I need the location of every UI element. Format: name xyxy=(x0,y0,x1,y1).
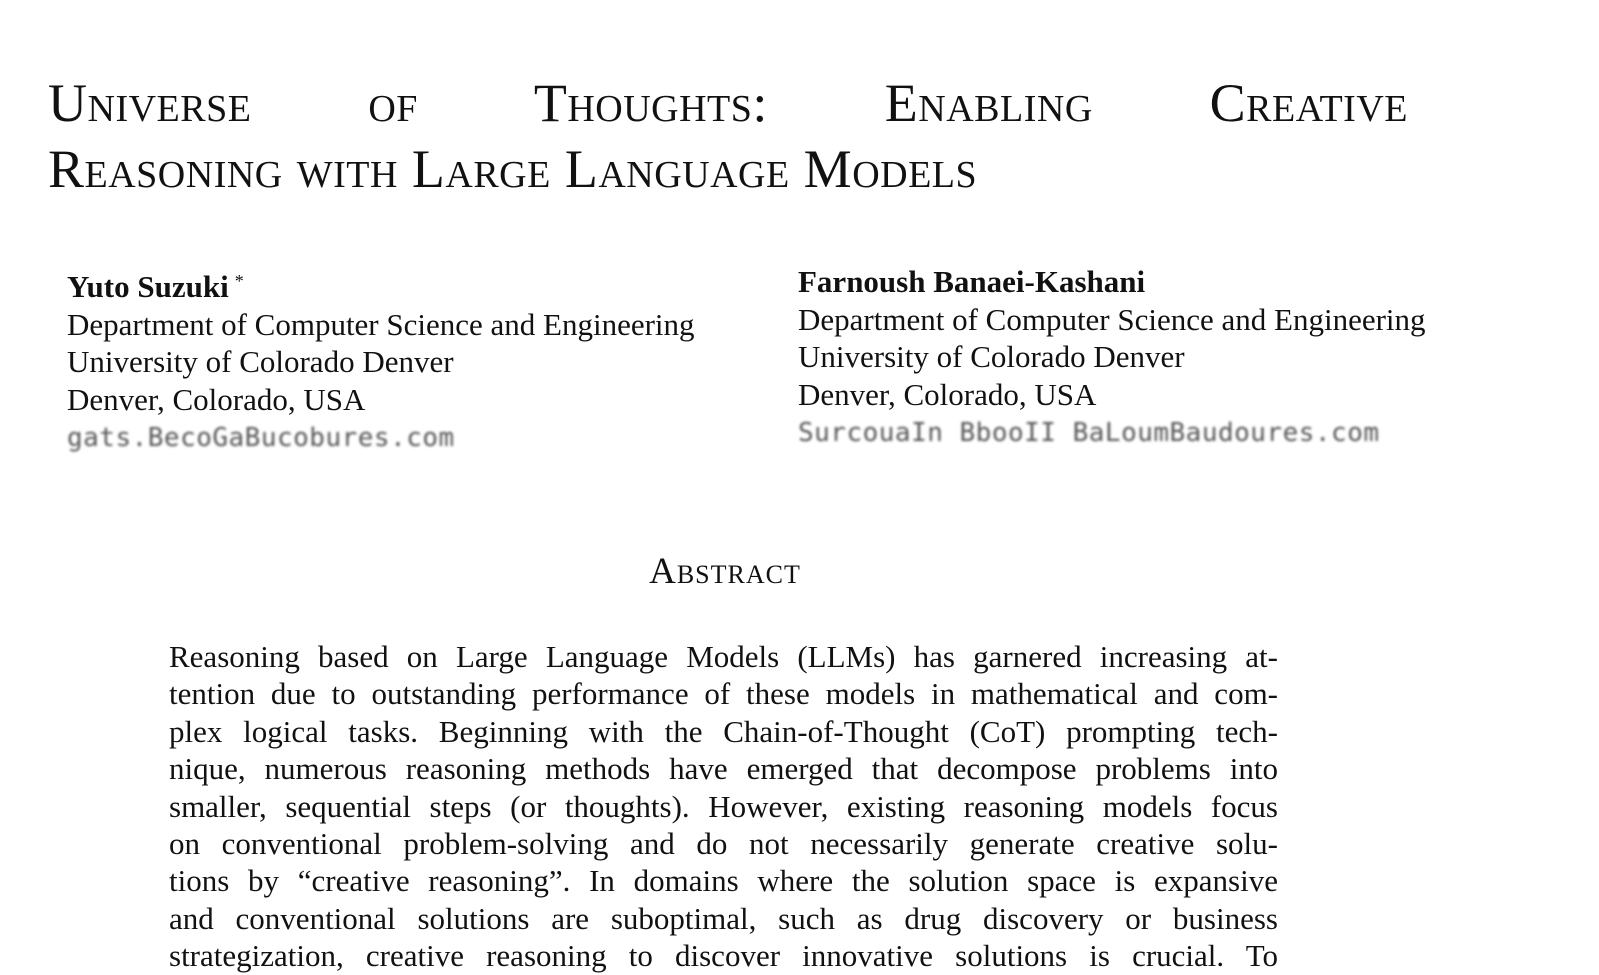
abstract-heading: Abstract xyxy=(649,551,801,592)
abstract-line: plex logical tasks. Beginning with the Chain-of-Thought (CoT) prompting tech- xyxy=(169,713,1278,749)
abstract-line: strategization, creative reasoning to discover innovative solutions is crucial. To xyxy=(169,938,1278,974)
abstract-line: tention due to outstanding performance of these models in mathematical and com- xyxy=(169,676,1278,712)
author-footnote-mark: * xyxy=(234,271,244,291)
abstract-line: Reasoning based on Large Language Models (LLMs) has garnered increasing at- xyxy=(169,639,1278,674)
abstract-line: on conventional problem-solving and do not necessarily generate creative solu- xyxy=(169,826,1278,862)
author-block-2 xyxy=(798,263,1426,453)
title-line-2: Reasoning with Large Language Models xyxy=(48,139,978,199)
author-location: Denver, Colorado, USA xyxy=(67,381,366,417)
abstract-line: nique, numerous reasoning methods have emerged that decompose problems into xyxy=(169,751,1278,787)
author-name: Yuto Suzuki * xyxy=(67,269,244,304)
paper-title xyxy=(48,70,1408,202)
author-university: University of Colorado Denver xyxy=(798,339,1185,374)
author-location: Denver, Colorado, USA xyxy=(798,376,1097,412)
author-email: gats.BecoGaBucobures.com xyxy=(67,423,455,453)
abstract-line: tions by “creative reasoning”. In domains where the solution space is expansive xyxy=(169,863,1278,899)
author-email: SurcouaIn BbooII BaLoumBaudoures.com xyxy=(798,418,1380,448)
author-name: Farnoush Banaei-Kashani xyxy=(798,264,1146,299)
title-line-1: Universe of Thoughts: Enabling Creative xyxy=(48,73,1408,133)
abstract-line: smaller, sequential steps (or thoughts). However, existing reasoning models focus xyxy=(169,788,1278,824)
author-department: Department of Computer Science and Engineering xyxy=(67,306,695,342)
author-block-1 xyxy=(67,263,695,458)
abstract-body xyxy=(169,638,1278,975)
author-department: Department of Computer Science and Engineering xyxy=(798,301,1426,337)
abstract-line: and conventional solutions are suboptimal, such as drug discovery or business xyxy=(169,900,1278,936)
author-university: University of Colorado Denver xyxy=(67,344,454,379)
